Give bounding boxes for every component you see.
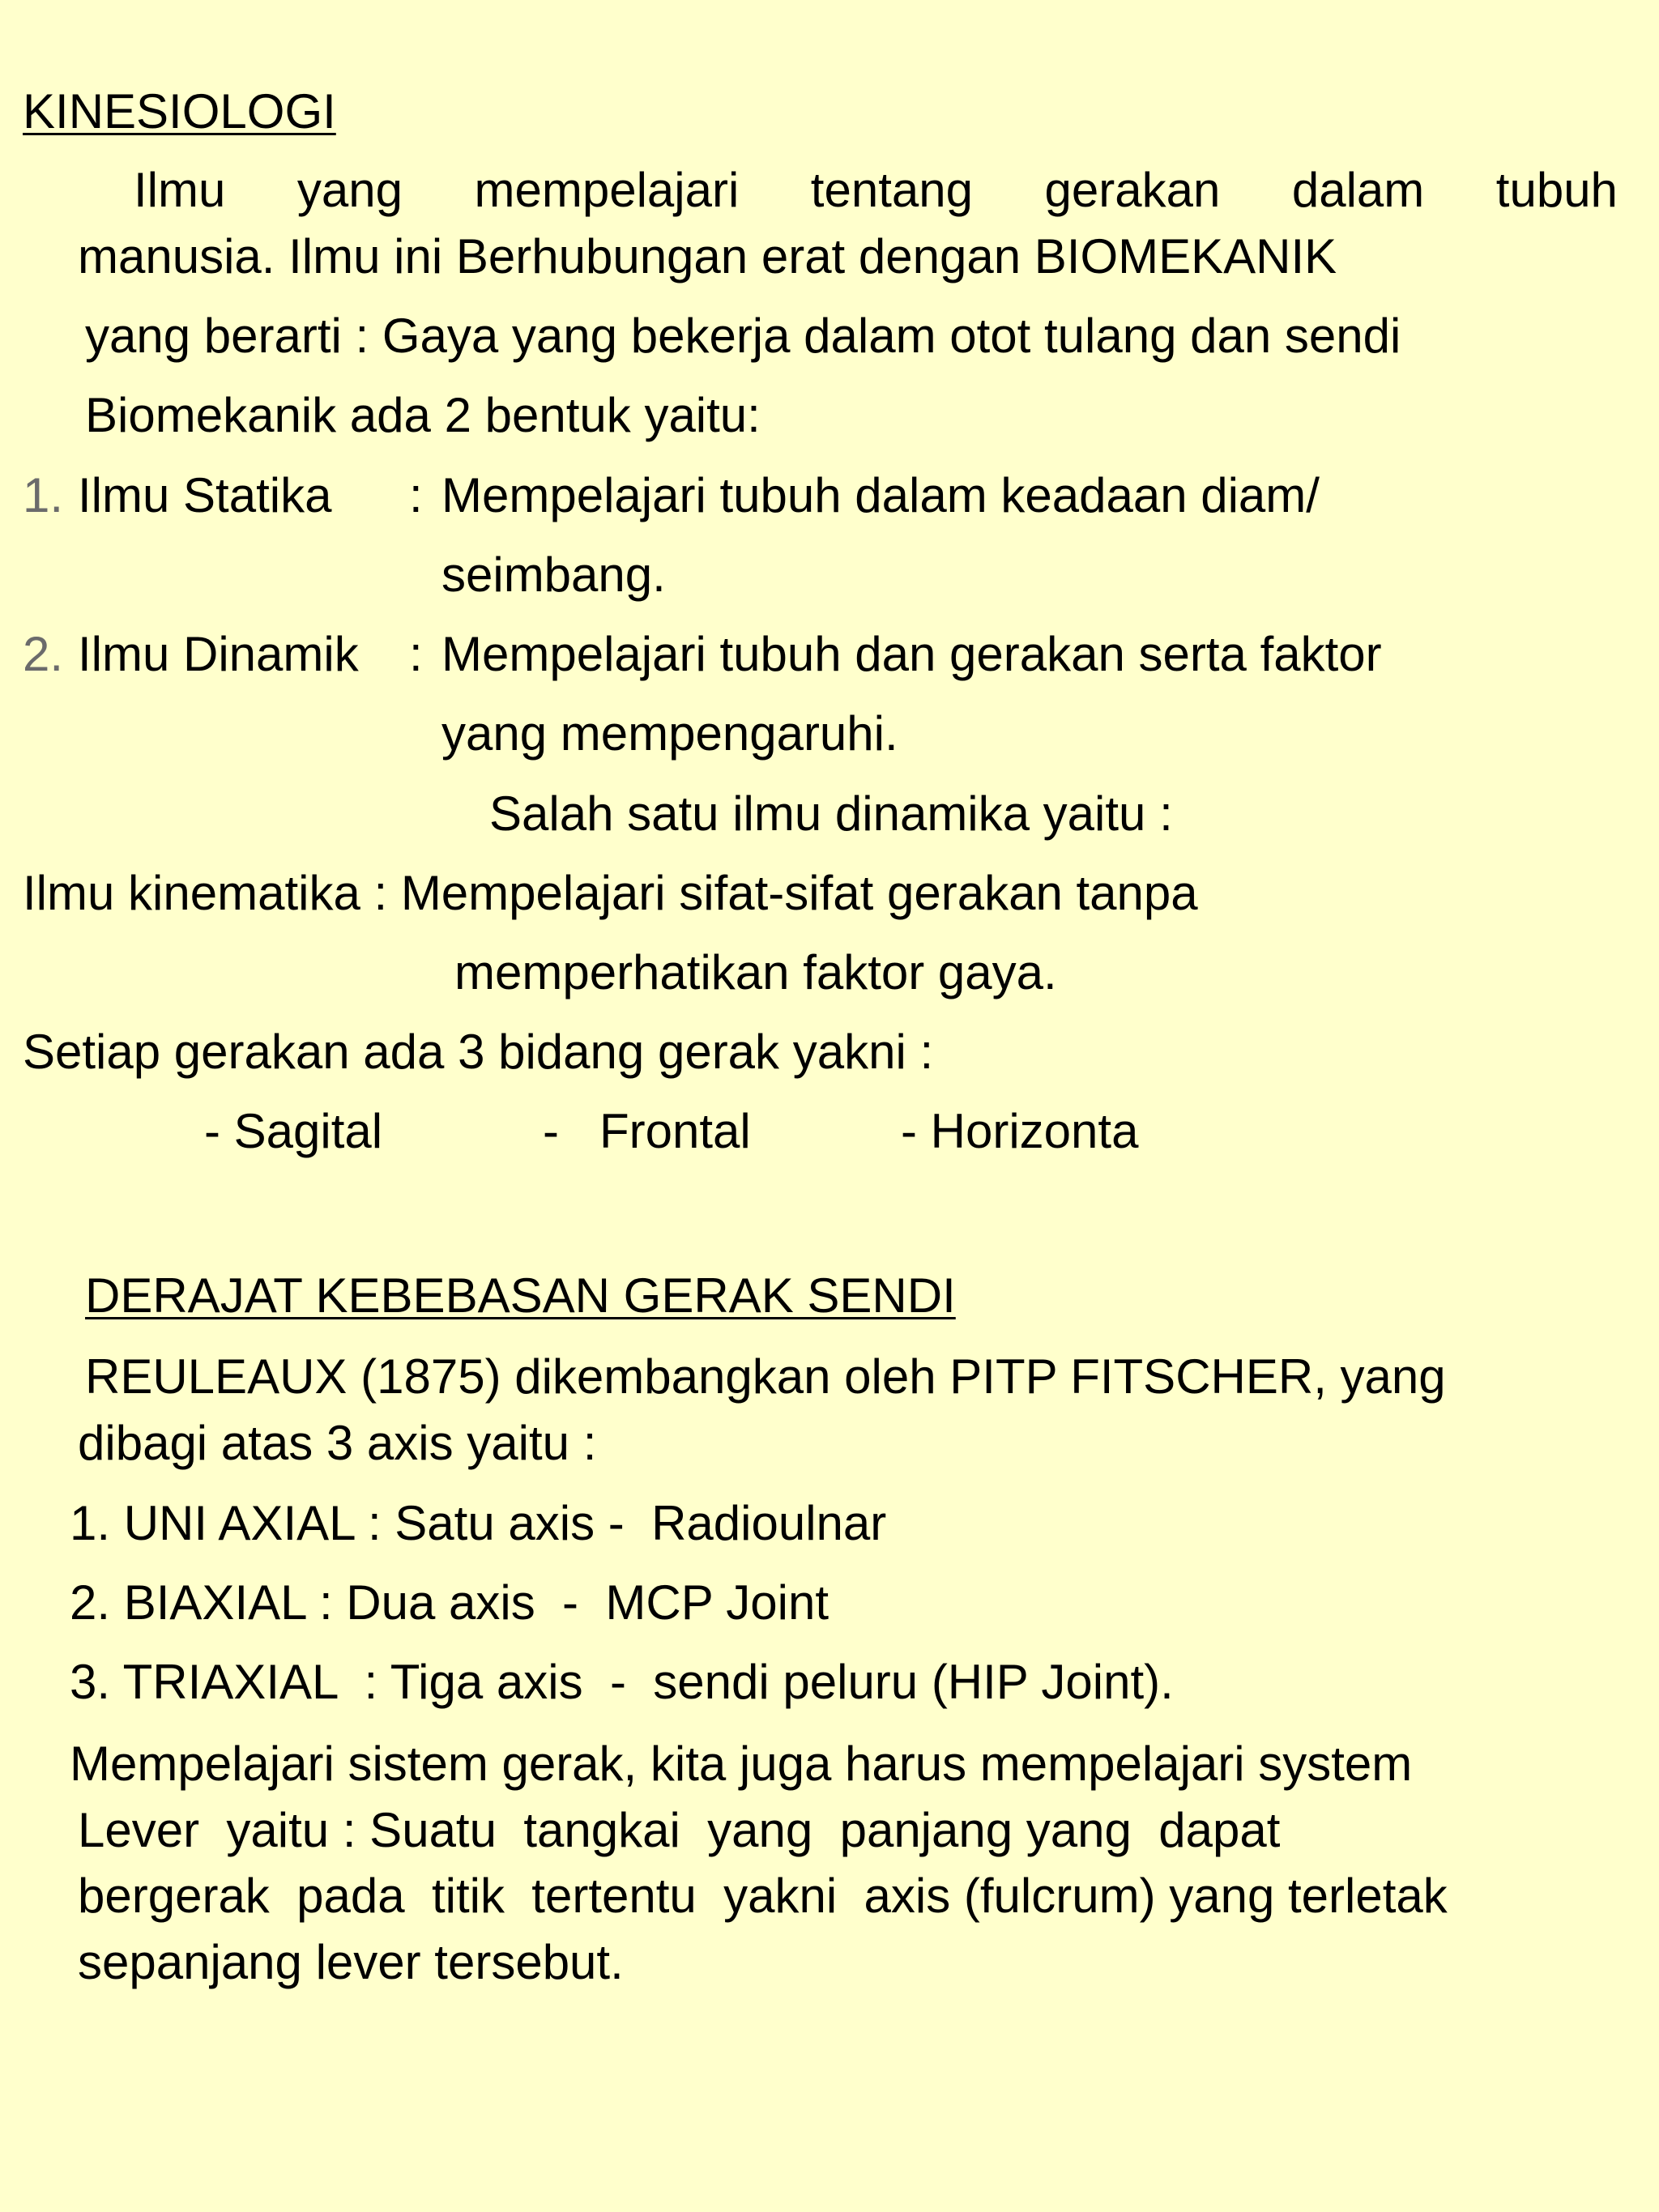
intro-word: tubuh	[1495, 163, 1618, 217]
lever-line-1: Mempelajari sistem gerak, kita juga harus mempelajari system	[70, 1737, 1413, 1791]
intro-word: mempelajari	[474, 163, 740, 217]
item-desc-line-1: Mempelajari tubuh dan gerakan serta faktor	[441, 627, 1382, 681]
plane-sagital: - Sagital	[204, 1104, 383, 1158]
axis-item: 2. BIAXIAL : Dua axis - MCP Joint	[70, 1575, 830, 1630]
intro-word: gerakan	[1044, 163, 1221, 217]
item-term: Ilmu Statika	[78, 468, 332, 522]
derajat-intro-line-2: dibagi atas 3 axis yaitu :	[78, 1416, 597, 1470]
item-number: 1.	[23, 468, 64, 522]
planes-intro: Setiap gerakan ada 3 bidang gerak yakni :	[23, 1025, 934, 1079]
dinamika-intro: Salah satu ilmu dinamika yaitu :	[489, 786, 1173, 841]
item-desc-line-2: yang mempengaruhi.	[441, 706, 898, 761]
item-separator: :	[409, 627, 423, 681]
intro-line-3: yang berarti : Gaya yang bekerja dalam otot tulang dan sendi	[85, 309, 1401, 363]
intro-line-2: manusia. Ilmu ini Berhubungan erat dengan BIOMEKANIK	[78, 229, 1337, 283]
intro-word: Ilmu	[134, 163, 226, 217]
forms-intro: Biomekanik ada 2 bentuk yaitu:	[85, 388, 761, 442]
intro-word: yang	[296, 163, 403, 217]
item-separator: :	[409, 468, 423, 522]
axis-item: 3. TRIAXIAL : Tiga axis - sendi peluru (HIP Joint).	[70, 1655, 1174, 1709]
item-term: Ilmu Dinamik	[78, 627, 359, 681]
kinematika-line-1: Ilmu kinematika : Mempelajari sifat-sifat gerakan tanpa	[23, 866, 1198, 920]
kinesiologi-heading: KINESIOLOGI	[23, 84, 336, 139]
intro-word: dalam	[1291, 163, 1425, 217]
intro-word: tentang	[810, 163, 973, 217]
item-number: 2.	[23, 627, 64, 681]
lever-line-2: Lever yaitu : Suatu tangkai yang panjang yang dapat	[78, 1803, 1281, 1857]
plane-horizontal: - Horizonta	[901, 1104, 1139, 1158]
intro-line-1	[134, 163, 1618, 217]
axis-item: 1. UNI AXIAL : Satu axis - Radioulnar	[70, 1496, 887, 1550]
item-desc-line-1: Mempelajari tubuh dalam keadaan diam/	[441, 468, 1320, 522]
derajat-heading: DERAJAT KEBEBASAN GERAK SENDI	[85, 1268, 956, 1323]
kinematika-line-2: memperhatikan faktor gaya.	[454, 945, 1057, 999]
lever-line-3: bergerak pada titik tertentu yakni axis (fulcrum) yang terletak	[78, 1869, 1448, 1923]
lever-line-4: sepanjang lever tersebut.	[78, 1935, 624, 1989]
item-desc-line-2: seimbang.	[441, 548, 666, 602]
plane-frontal: - Frontal	[543, 1104, 751, 1158]
derajat-intro-line-1: REULEAUX (1875) dikembangkan oleh PITP FITSCHER, yang	[85, 1349, 1446, 1404]
